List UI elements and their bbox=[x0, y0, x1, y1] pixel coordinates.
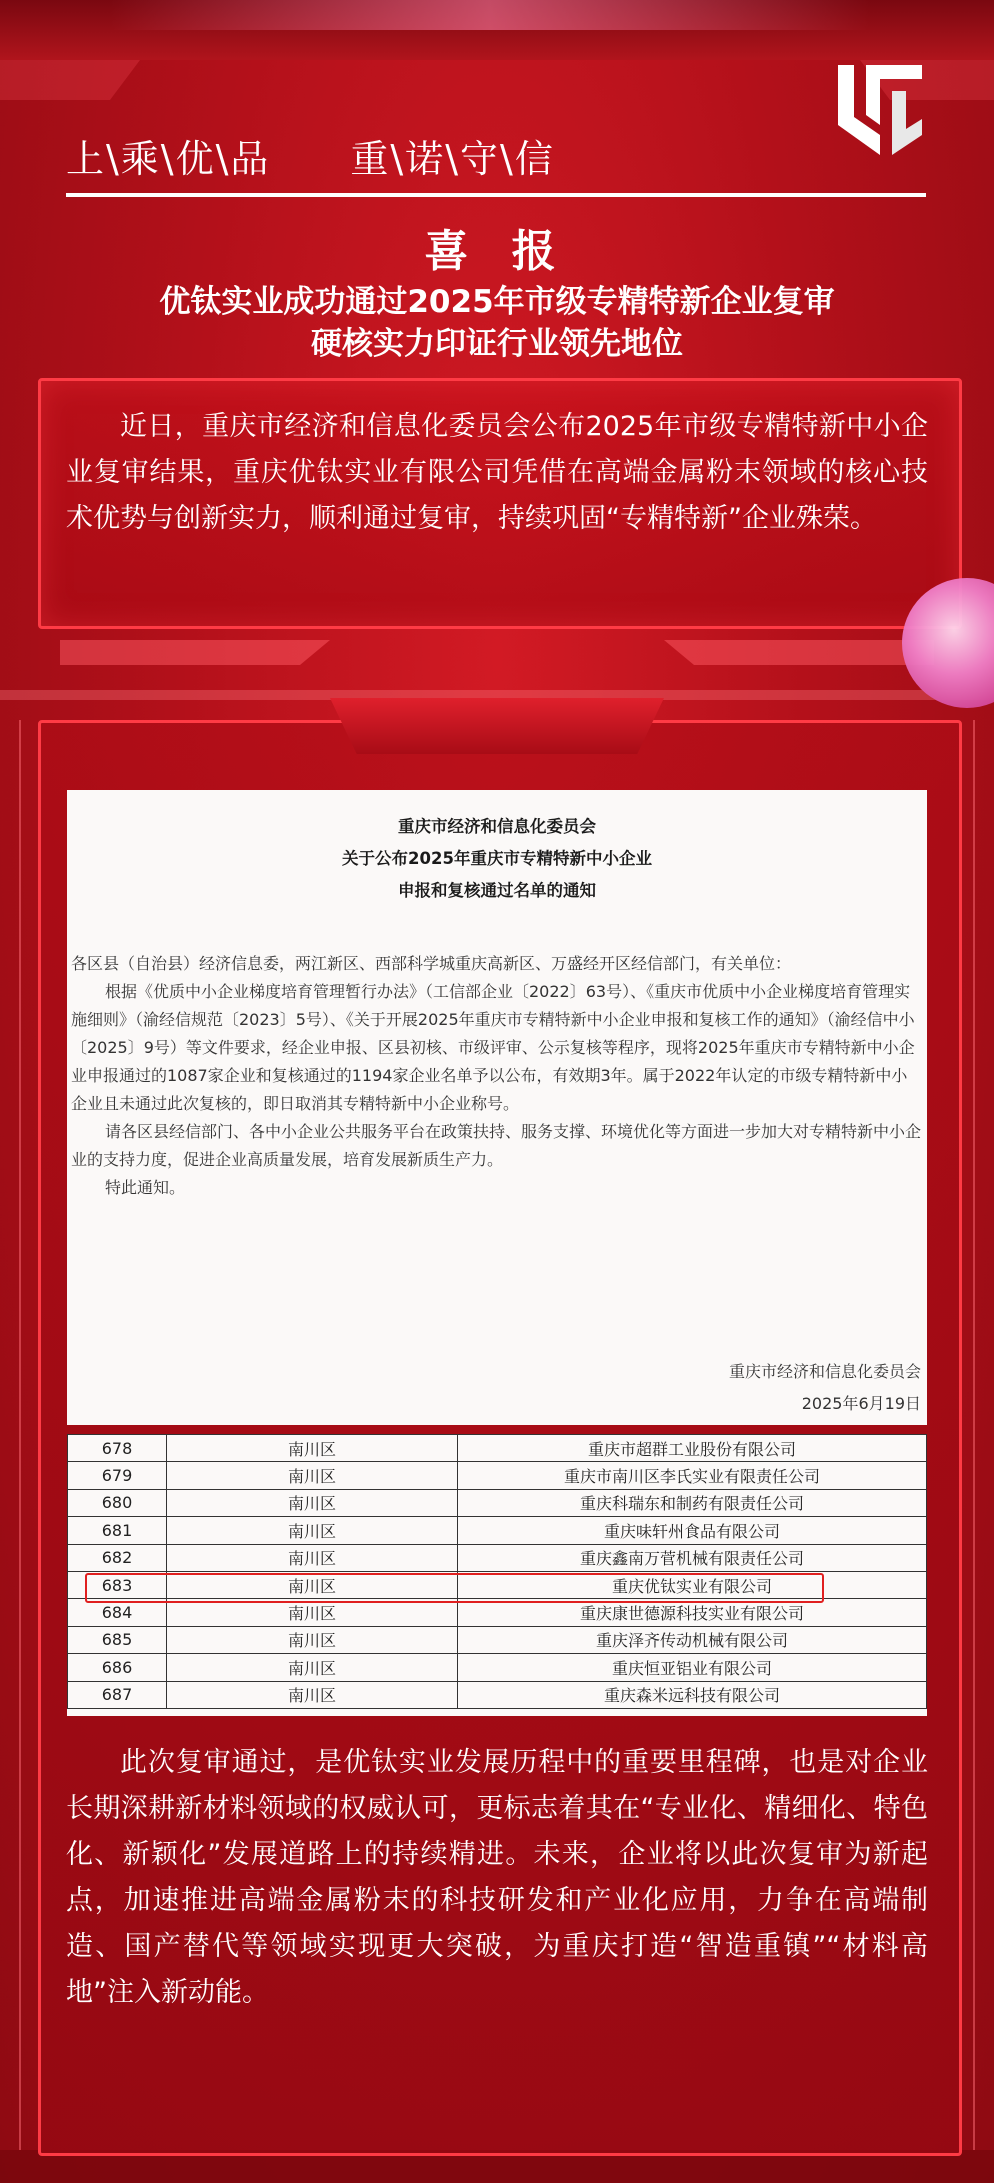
row-district: 南川区 bbox=[167, 1571, 458, 1598]
slogan: 上\乘\优\品 重\诺\守\信 bbox=[66, 137, 555, 181]
notice-body bbox=[71, 950, 923, 1202]
row-number: 687 bbox=[68, 1681, 167, 1708]
headline-line-2: 硬核实力印证行业领先地位 bbox=[311, 326, 683, 362]
row-company: 重庆优钛实业有限公司 bbox=[458, 1571, 927, 1598]
row-company: 重庆恒亚铝业有限公司 bbox=[458, 1654, 927, 1681]
official-notice-image bbox=[67, 790, 927, 1425]
row-number: 683 bbox=[68, 1571, 167, 1598]
content-panel-tab bbox=[330, 698, 664, 754]
notice-signature-block bbox=[729, 1356, 921, 1420]
table-row bbox=[68, 1681, 927, 1708]
row-company: 重庆森米远科技有限公司 bbox=[458, 1681, 927, 1708]
notice-closing: 特此通知。 bbox=[105, 1178, 186, 1197]
table-row bbox=[68, 1544, 927, 1571]
table-row bbox=[68, 1654, 927, 1681]
row-district: 南川区 bbox=[167, 1435, 458, 1462]
row-company: 重庆鑫南万菅机械有限责任公司 bbox=[458, 1544, 927, 1571]
headline-line-1: 优钛实业成功通过2025年市级专精特新企业复审 bbox=[159, 284, 835, 320]
row-district: 南川区 bbox=[167, 1462, 458, 1489]
notice-paragraph-1: 根据《优质中小企业梯度培育管理暂行办法》（工信部企业〔2022〕63号）、《重庆市优质中小企业梯度培育管理实施细则》（渝经信规范〔2023〕5号）、《关于开展2025年重庆市专精特新中小企业申报和复核工作的通知》（渝经信中小〔2025〕9号）等文件要求，经企业申报、区县初核、市级评审、公示复核等程序，现将2025年重庆市专精特新中小企业申报通过的1087家企业和复核通过的1194家企业名单予以公布，有效期3年。属于2022年认定的市级专精特新中小企业且未通过此次复核的，即日取消其专精特新中小企业称号。 bbox=[71, 982, 915, 1113]
row-number: 680 bbox=[68, 1489, 167, 1516]
row-district: 南川区 bbox=[167, 1599, 458, 1626]
row-number: 686 bbox=[68, 1654, 167, 1681]
table-row bbox=[68, 1517, 927, 1544]
uc-logo-icon bbox=[830, 55, 930, 175]
row-district: 南川区 bbox=[167, 1517, 458, 1544]
row-company: 重庆泽齐传动机械有限公司 bbox=[458, 1626, 927, 1653]
table-row bbox=[68, 1462, 927, 1489]
row-number: 678 bbox=[68, 1435, 167, 1462]
row-company: 重庆味轩州食品有限公司 bbox=[458, 1517, 927, 1544]
notice-signature: 重庆市经济和信息化委员会 bbox=[728, 1362, 921, 1381]
row-district: 南川区 bbox=[167, 1489, 458, 1516]
slogan-underline bbox=[66, 193, 926, 197]
row-company: 重庆市南川区李氏实业有限责任公司 bbox=[458, 1462, 927, 1489]
row-district: 南川区 bbox=[167, 1544, 458, 1571]
conclusion-paragraph: 此次复审通过，是优钛实业发展历程中的重要里程碑，也是对企业长期深耕新材料领域的权威认可，更标志着其在“专业化、精细化、特色化、新颖化”发展道路上的持续精进。未来，企业将以此次复审为新起点，加速推进高端金属粉末的科技研发和产业化应用，力争在高端制造、国产替代等领域实现更大突破，为重庆打造“智造重镇”“材料高地”注入新动能。 bbox=[66, 1747, 928, 2008]
row-district: 南川区 bbox=[167, 1626, 458, 1653]
row-company: 重庆科瑞东和制药有限责任公司 bbox=[458, 1489, 927, 1516]
notice-date: 2025年6月19日 bbox=[801, 1394, 921, 1413]
row-number: 682 bbox=[68, 1544, 167, 1571]
table-row bbox=[68, 1626, 927, 1653]
notice-header-2: 关于公布2025年重庆市专精特新中小企业 bbox=[342, 849, 652, 868]
row-number: 679 bbox=[68, 1462, 167, 1489]
row-number: 685 bbox=[68, 1626, 167, 1653]
notice-header-3: 申报和复核通过名单的通知 bbox=[398, 881, 596, 900]
row-district: 南川区 bbox=[167, 1654, 458, 1681]
notice-salutation: 各区县（自治县）经济信息委，两江新区、西部科学城重庆高新区、万盛经开区经信部门，有关单位： bbox=[71, 954, 792, 973]
row-number: 681 bbox=[68, 1517, 167, 1544]
highlight-box bbox=[85, 1573, 824, 1603]
notice-header-1: 重庆市经济和信息化委员会 bbox=[398, 817, 596, 836]
notice-paragraph-2: 请各区县经信部门、各中小企业公共服务平台在政策扶持、服务支撑、环境优化等方面进一步加大对专精特新中小企业的支持力度，促进企业高质量发展，培育发展新质生产力。 bbox=[71, 1122, 922, 1169]
intro-paragraph: 近日，重庆市经济和信息化委员会公布2025年市级专精特新中小企业复审结果，重庆优钛实业有限公司凭借在高端金属粉末领域的核心技术优势与创新实力，顺利通过复审，持续巩固“专精特新”企业殊荣。 bbox=[66, 411, 928, 534]
page-title: 喜 报 bbox=[424, 226, 570, 277]
row-number: 684 bbox=[68, 1599, 167, 1626]
row-district: 南川区 bbox=[167, 1681, 458, 1708]
row-company: 重庆市超群工业股份有限公司 bbox=[458, 1435, 927, 1462]
table-row bbox=[68, 1435, 927, 1462]
row-company: 重庆康世德源科技实业有限公司 bbox=[458, 1599, 927, 1626]
table-row bbox=[68, 1489, 927, 1516]
